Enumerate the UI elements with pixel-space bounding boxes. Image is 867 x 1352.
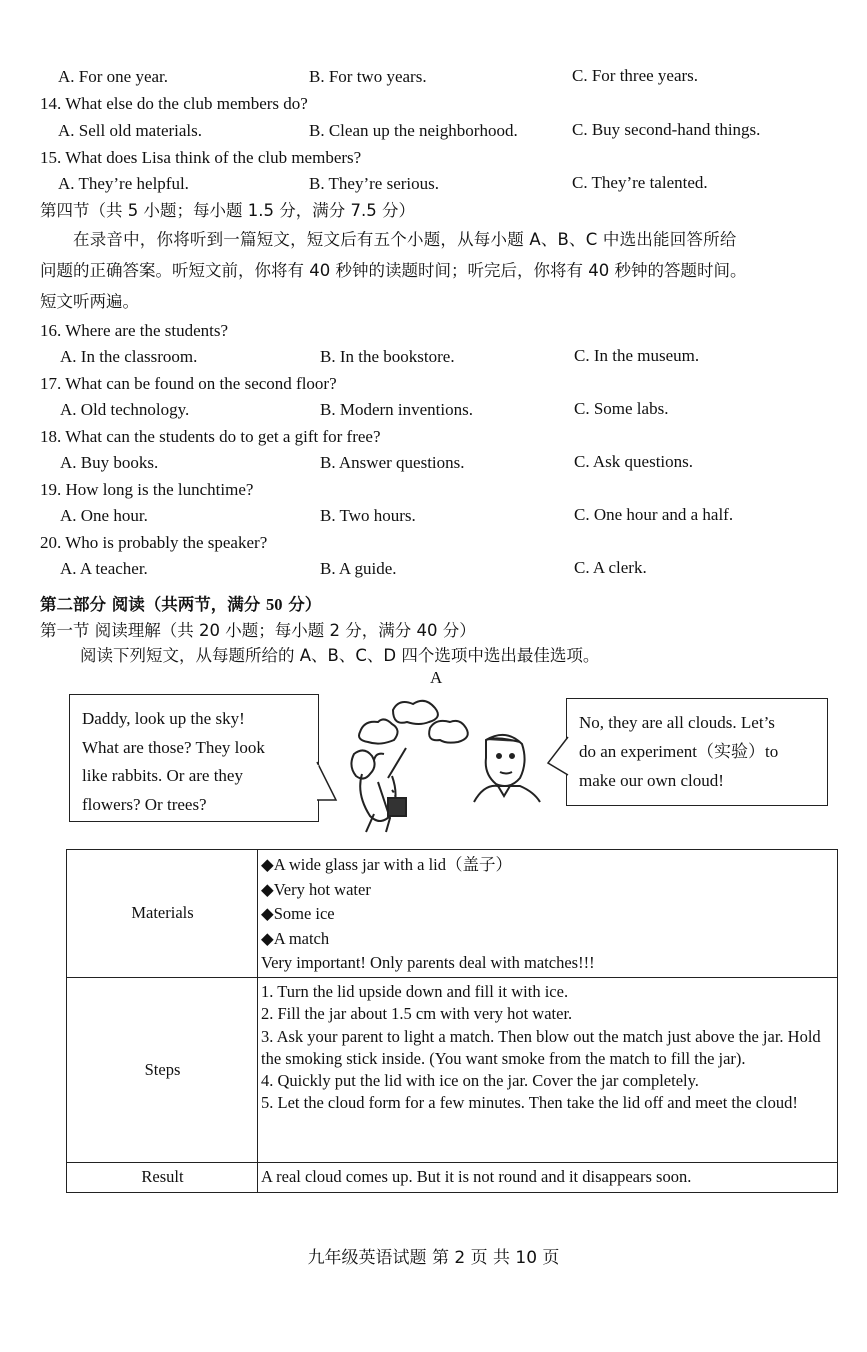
q15-option-b: B. They’re serious. [309,174,439,193]
steps-row [67,978,838,1163]
part2-heading-a: 第二部分 阅读（共两节，满分 [40,595,266,614]
q17-option-a: A. Old technology. [60,400,190,419]
q16-option-a: A. In the classroom. [60,347,198,366]
q14-stem: 14. What else do the club members do? [40,94,308,113]
step-4: 4. Quickly put the lid with ice on the jar. Cover the jar completely. [261,1071,699,1091]
result-label: Result [67,1163,258,1193]
q18-option-b: B. Answer questions. [320,453,465,472]
steps-cell [258,978,838,1163]
part2-section1-heading: 第一节 阅读理解（共 20 小题；每小题 2 分，满分 40 分） [40,621,476,640]
q15-option-a: A. They’re helpful. [58,174,189,193]
material-jar: ◆A wide glass jar with a lid（盖子） [261,855,512,874]
step-2: 2. Fill the jar about 1.5 cm with very hot water. [261,1004,573,1024]
q15-option-c: C. They’re talented. [572,173,708,192]
q17-option-c: C. Some labs. [574,399,669,418]
section4-heading: 第四节（共 5 小题；每小题 1.5 分，满分 7.5 分） [40,201,415,220]
q14-option-c: C. Buy second-hand things. [572,120,761,139]
step-5: 5. Let the cloud form for a few minutes. Then take the lid off and meet the cloud! [261,1093,798,1113]
material-ice: ◆Some ice [261,904,335,923]
passage-letter: A [430,668,443,687]
q16-option-b: B. In the bookstore. [320,347,455,366]
steps-label: Steps [67,978,258,1163]
child-line-1: Daddy, look up the sky! [82,709,245,728]
part2-instruction: 阅读下列短文，从每题所给的 A、B、C、D 四个选项中选出最佳选项。 [80,646,600,665]
dad-line-1: No, they are all clouds. Let’s [579,713,775,732]
materials-label: Materials [67,850,258,978]
cloud-drawings [359,701,468,760]
materials-cell [258,850,838,978]
section4-instruction-3: 短文听两遍。 [40,292,139,311]
q20-option-c: C. A clerk. [574,558,647,577]
q15-stem: 15. What does Lisa think of the club members? [40,148,362,167]
q16-stem: 16. Where are the students? [40,321,229,340]
materials-row [67,850,838,978]
dad-figure [474,735,540,802]
part2-heading-c: 分） [282,595,322,614]
section4-instruction-2: 问题的正确答案。听短文前，你将有 40 秒钟的读题时间；听完后，你将有 40 秒钟的答题时间。 [40,261,747,280]
child-line-2: What are those? They look [82,737,265,757]
child-bubble-tail [316,760,340,810]
child-line-4: flowers? Or trees? [82,794,207,814]
part2-heading [40,594,321,616]
dad-line-3: make our own cloud! [579,771,724,790]
experiment-table [66,849,838,1193]
part2-heading-score: 50 [266,595,283,614]
q19-option-b: B. Two hours. [320,506,416,525]
q18-stem: 18. What can the students do to get a gift for free? [40,427,381,446]
child-line-3: like rabbits. Or are they [82,766,243,785]
q13-option-b: B. For two years. [309,67,427,86]
step-3: 3. Ask your parent to light a match. Then blow out the match just above the jar. Hold the smoking stick inside. (You want smoke from the match to fill the jar). [261,1026,821,1068]
q20-option-a: A. A teacher. [60,559,148,578]
q17-option-b: B. Modern inventions. [320,400,473,419]
q14-option-a: A. Sell old materials. [58,121,203,140]
page-footer: 九年级英语试题 第 2 页 共 10 页 [307,1248,560,1268]
step-1: 1. Turn the lid upside down and fill it with ice. [261,982,569,1001]
q20-option-b: B. A guide. [320,559,397,578]
q20-stem: 20. Who is probably the speaker? [40,533,268,552]
section4-instruction-1: 在录音中，你将听到一篇短文，短文后有五个小题，从每小题 A、B、C 中选出能回答所给 [73,230,737,249]
q19-option-a: A. One hour. [60,506,148,525]
dad-line-2: do an experiment（实验）to [579,742,779,761]
clouds-and-family-illustration [348,694,548,844]
q18-option-a: A. Buy books. [60,453,159,472]
q13-option-c: C. For three years. [572,66,699,85]
q18-option-c: C. Ask questions. [574,452,694,471]
dad-speech-bubble [566,698,828,806]
q16-option-c: C. In the museum. [574,346,700,365]
q19-stem: 19. How long is the lunchtime? [40,480,254,499]
child-speech-bubble [69,694,319,822]
q14-option-b: B. Clean up the neighborhood. [309,121,518,140]
materials-warning: Very important! Only parents deal with matches!!! [261,953,595,972]
q13-option-a: A. For one year. [58,67,169,86]
result-row [67,1163,838,1193]
q19-option-c: C. One hour and a half. [574,505,734,524]
result-cell: A real cloud comes up. But it is not round and it disappears soon. [258,1163,838,1193]
material-match: ◆A match [261,928,330,948]
q17-stem: 17. What can be found on the second floor? [40,374,337,393]
child-figure [351,748,406,832]
dad-bubble-tail [546,735,570,781]
material-hot-water: ◆Very hot water [261,879,371,899]
